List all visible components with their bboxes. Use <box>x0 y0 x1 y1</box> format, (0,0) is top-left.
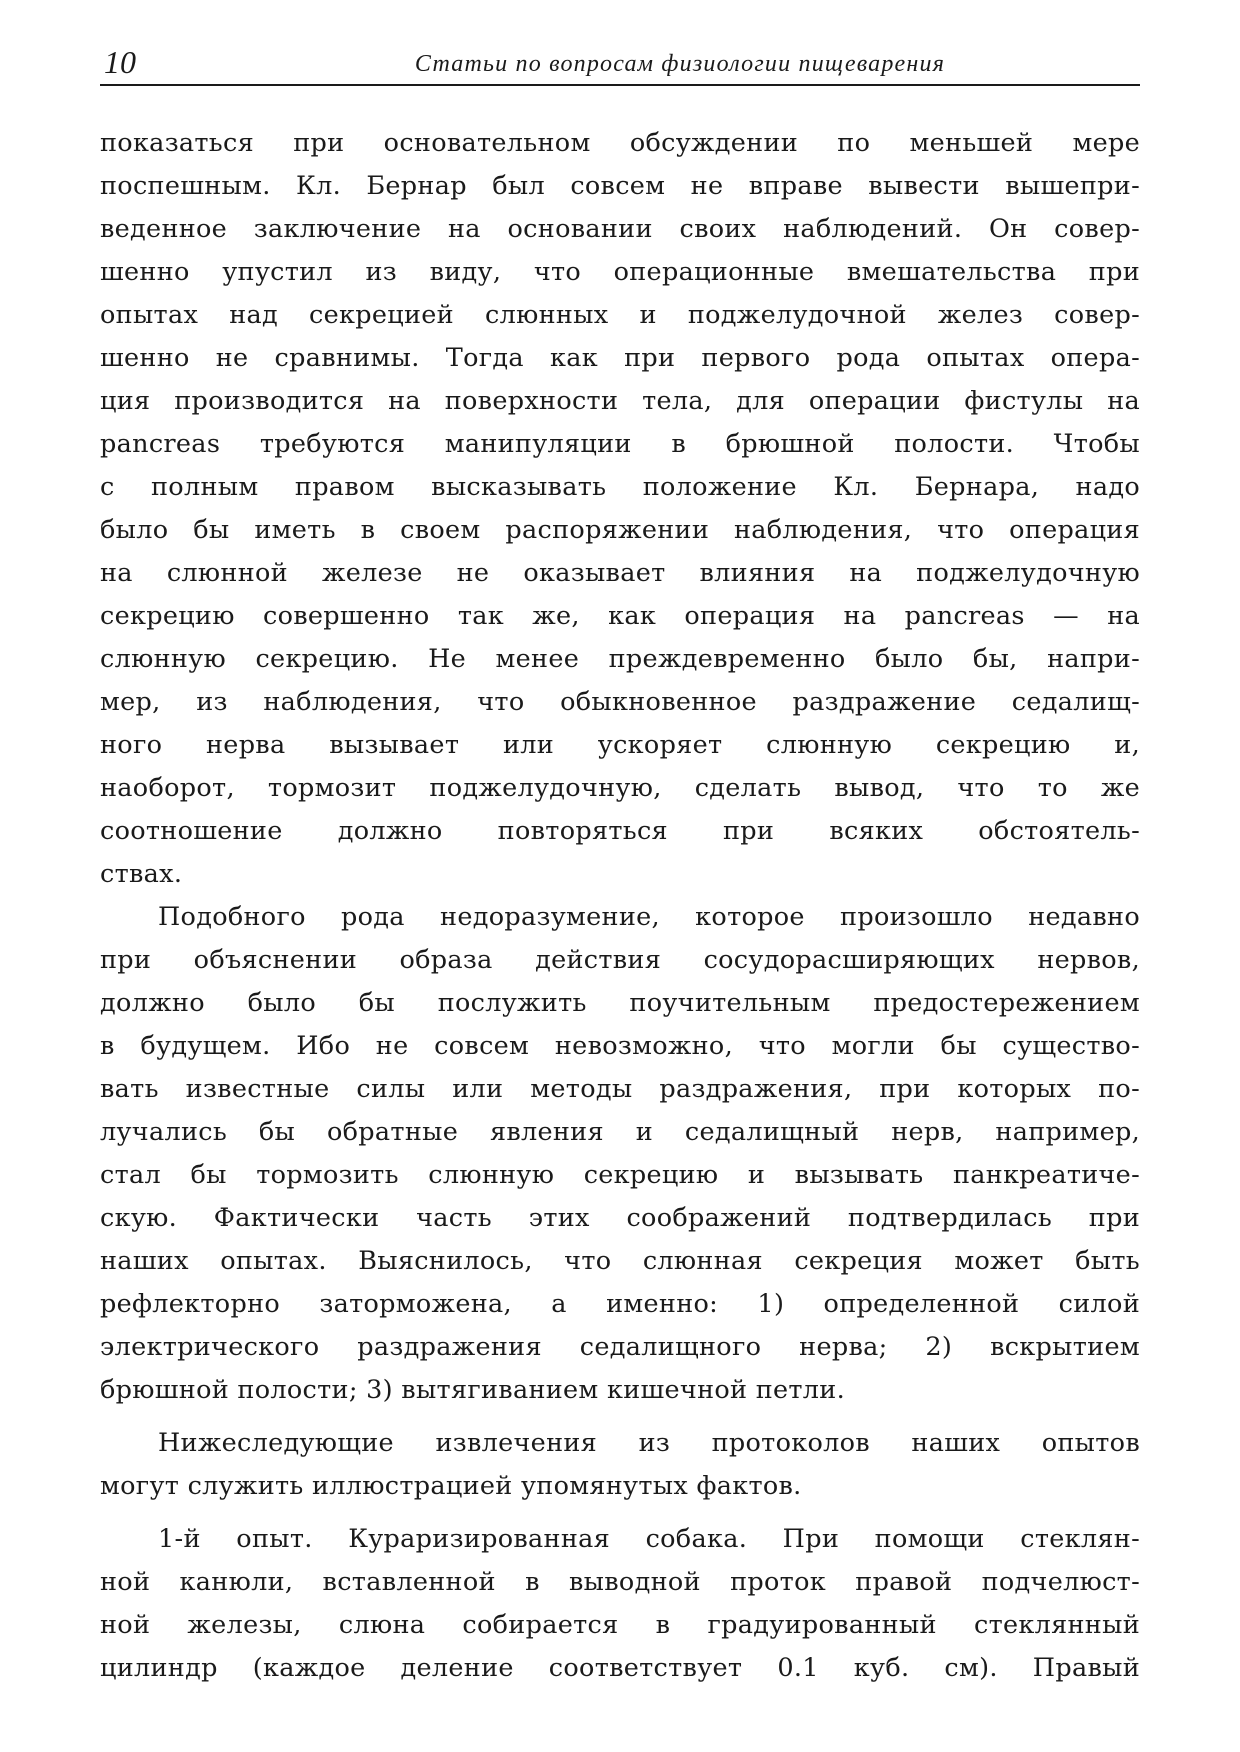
text-line: мер, из наблюдения, что обыкновенное раздражение седалищ- <box>100 687 1140 717</box>
text-line: наших опытах. Выяснилось, что слюнная секреция может быть <box>100 1246 1140 1276</box>
text-line: стал бы тормозить слюнную секрецию и вызывать панкреатиче- <box>100 1160 1140 1190</box>
text-line: Нижеследующие извлечения из протоколов наших опытов <box>158 1428 1140 1458</box>
text-line: ция производится на поверхности тела, для операции фистулы на <box>100 386 1140 416</box>
paragraph-gap <box>100 1508 1140 1518</box>
running-header <box>100 40 1140 84</box>
text-line: скую. Фактически часть этих соображений подтвердилась при <box>100 1203 1140 1233</box>
text-line: соотношение должно повторяться при всяких обстоятель- <box>100 816 1140 846</box>
text-line: на слюнной железе не оказывает влияния на поджелудочную <box>100 558 1140 588</box>
text-line: лучались бы обратные явления и седалищный нерв, например, <box>100 1117 1140 1147</box>
text-line: в будущем. Ибо не совсем невозможно, что могли бы существо- <box>100 1031 1140 1061</box>
text-line: показаться при основательном обсуждении по меньшей мере <box>100 128 1140 158</box>
text-line: вать известные силы или методы раздражения, при которых по- <box>100 1074 1140 1104</box>
text-line: должно было бы послужить поучительным предостережением <box>100 988 1140 1018</box>
text-line: электрического раздражения седалищного нерва; 2) вскрытием <box>100 1332 1140 1362</box>
text-line: с полным правом высказывать положение Кл. Бернара, надо <box>100 472 1140 502</box>
header-divider <box>100 84 1140 86</box>
text-line: веденное заключение на основании своих наблюдений. Он совер- <box>100 214 1140 244</box>
text-line: шенно упустил из виду, что операционные вмешательства при <box>100 257 1140 287</box>
text-line: ной канюли, вставленной в выводной проток правой подчелюст- <box>100 1567 1140 1597</box>
text-line: брюшной полости; 3) вытягиванием кишечной петли. <box>100 1375 846 1405</box>
running-title: Статьи по вопросам физиологии пищеварения <box>414 51 946 77</box>
text-line: слюнную секрецию. Не менее преждевременно было бы, напри- <box>100 644 1140 674</box>
text-line: поспешным. Кл. Бернар был совсем не вправе вывести вышепри- <box>100 171 1140 201</box>
paragraph-4 <box>100 1518 1140 1690</box>
text-line: секрецию совершенно так же, как операция на pancreas — на <box>100 601 1140 631</box>
text-line: шенно не сравнимы. Тогда как при первого рода опытах опера- <box>100 343 1140 373</box>
text-line: цилиндр (каждое деление соответствует 0.1 куб. см). Правый <box>100 1653 1140 1683</box>
paragraph-2 <box>100 896 1140 1412</box>
text-line: могут служить иллюстрацией упомянутых фактов. <box>100 1471 802 1501</box>
text-line: ствах. <box>100 859 183 889</box>
text-line: опытах над секрецией слюнных и поджелудочной желез совер- <box>100 300 1140 330</box>
text-line: ной железы, слюна собирается в градуированный стеклянный <box>100 1610 1140 1640</box>
text-line: pancreas требуются манипуляции в брюшной полости. Чтобы <box>100 429 1140 459</box>
text-line: рефлекторно заторможена, а именно: 1) определенной силой <box>100 1289 1140 1319</box>
text-line: Подобного рода недоразумение, которое произошло недавно <box>158 902 1140 932</box>
paragraph-gap <box>100 1412 1140 1422</box>
text-line: при объяснении образа действия сосудорасширяющих нервов, <box>100 945 1140 975</box>
text-line: было бы иметь в своем распоряжении наблюдения, что операция <box>100 515 1140 545</box>
paragraph-3 <box>100 1422 1140 1508</box>
text-line: 1-й опыт. Кураризированная собака. При помощи стеклян- <box>158 1524 1140 1554</box>
page-number: 10 <box>104 44 136 80</box>
body-text <box>100 122 1140 1690</box>
text-line: наоборот, тормозит поджелудочную, сделать вывод, что то же <box>100 773 1140 803</box>
text-line: ного нерва вызывает или ускоряет слюнную секрецию и, <box>100 730 1140 760</box>
paragraph-1 <box>100 122 1140 896</box>
